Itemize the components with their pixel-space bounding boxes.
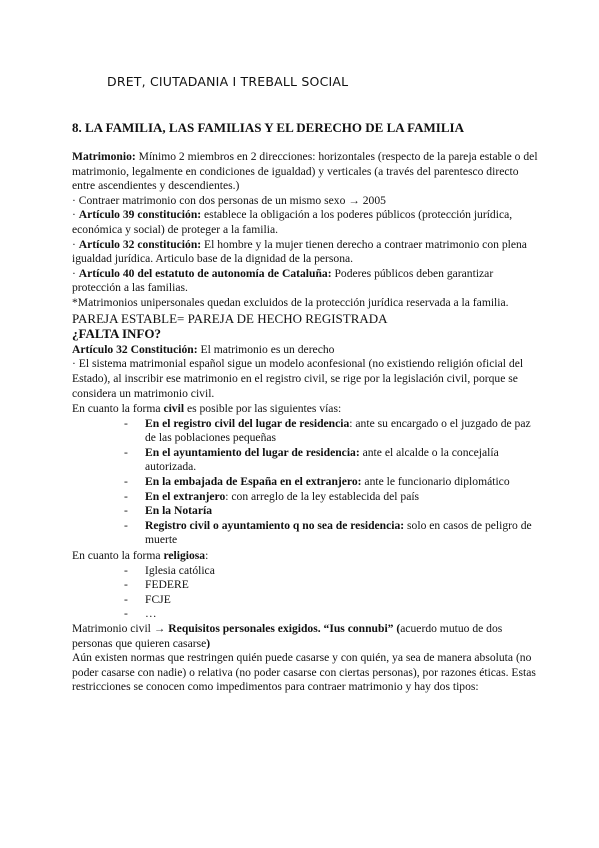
samesex-bullet: · Contraer matrimonio con dos personas de un mismo sexo → 2005	[72, 193, 386, 207]
matrimonio-label: Matrimonio:	[72, 150, 136, 163]
list-item	[72, 564, 542, 579]
civil-list	[72, 417, 542, 548]
list-item-text: ante el alcalde o la concejalía autorizada.	[145, 445, 499, 474]
religiosa-intro	[72, 548, 542, 564]
matrimonio-paragraph	[72, 150, 542, 194]
art32a-text: El hombre y la mujer tienen derecho a contraer matrimonio con plena igualdad jurídica. Articulo base de la dignidad de la persona.	[72, 237, 527, 266]
list-item-bold: En la Notaría	[145, 504, 212, 518]
requisitos-b: Requisitos personales exigidos. “Ius connubi” (	[168, 622, 401, 635]
falta-info-line	[72, 326, 542, 342]
art32b-text: El matrimonio es un derecho	[197, 342, 335, 356]
list-item-bold: En el ayuntamiento del lugar de residencia:	[145, 445, 360, 459]
closing-paragraph: Aún existen normas que restringen quién puede casarse y con quién, ya sea de manera absoluta (no poder casarse con nadie) o relativa (no poder casarse con ciertas personas), por razones éticas. Estas restricciones se conocen como impedimentos para contraer matrimonio y hay dos tipos:	[72, 651, 536, 694]
religiosa-intro-c: :	[205, 549, 209, 563]
list-item	[72, 417, 542, 446]
art39-text: establece la obligación a los poderes públicos (protección jurídica, económica y social) de proteger a la familia.	[72, 208, 513, 236]
art40-label: Artículo 40 del estatuto de autonomía de Cataluña:	[78, 266, 332, 280]
art40-text: Poderes públicos deben garantizar protección a las familias.	[72, 266, 494, 295]
requisitos-a: Matrimonio civil →	[72, 622, 169, 635]
list-dash: -	[124, 445, 128, 459]
requisitos-paragraph	[72, 622, 542, 651]
art40-paragraph	[72, 267, 542, 296]
list-item-text: ante le funcionario diplomático	[361, 475, 510, 489]
list-dash: -	[124, 416, 128, 430]
document-header: DRET, CIUTADANIA I TREBALL SOCIAL	[107, 74, 349, 89]
list-item	[72, 593, 542, 608]
list-item-bold: En el registro civil del lugar de residencia	[145, 416, 350, 430]
religiosa-intro-a: En cuanto la forma	[72, 549, 164, 563]
list-item	[72, 446, 542, 475]
list-dash: -	[124, 592, 128, 606]
art40-prefix: ·	[72, 266, 79, 280]
list-item-text: Iglesia católica	[145, 563, 215, 577]
civil-intro-c: es posible por las siguientes vías:	[184, 402, 342, 416]
list-dash: -	[124, 475, 128, 489]
falta-info-text: ¿FALTA INFO?	[72, 326, 161, 342]
list-item-text: : ante su encargado o el juzgado de paz de las poblaciones pequeñas	[145, 416, 531, 445]
art39-paragraph	[72, 208, 542, 237]
civil-intro	[72, 401, 542, 417]
list-dash: -	[124, 607, 128, 621]
religiosa-intro-b: religiosa	[163, 549, 206, 563]
religiosa-list	[72, 564, 542, 622]
list-item	[72, 475, 542, 490]
art39-prefix: ·	[72, 208, 79, 222]
list-dash: -	[124, 518, 128, 532]
sistema-paragraph: · El sistema matrimonial español sigue un modelo aconfesional (no existiendo religión oficial del Estado), al inscribir ese matrimonio en el registro civil, se rige por la legislación civil, porque se considera un matrimonio civil.	[72, 357, 524, 400]
list-item	[72, 578, 542, 593]
matrimonio-text: Mínimo 2 miembros en 2 direcciones: horizontales (respecto de la pareja estable o del matrimonio, legalmente en condiciones de igualdad) y verticales (a través del parentesco directo entre ascendientes y descendientes.)	[72, 150, 538, 193]
art32a-prefix: ·	[72, 237, 79, 251]
list-item-text: …	[145, 607, 157, 621]
list-item-text: FEDERE	[145, 578, 189, 592]
art39-label: Artículo 39 constitución:	[78, 208, 202, 222]
list-dash: -	[124, 504, 128, 518]
unipersonal-note: *Matrimonios unipersonales quedan excluidos de la protección jurídica reservada a la familia.	[72, 295, 509, 309]
list-item-text: solo en casos de peligro de muerte	[145, 518, 532, 547]
art32a-label: Artículo 32 constitución:	[78, 237, 202, 251]
list-item-bold: En el extranjero	[145, 489, 226, 503]
civil-intro-a: En cuanto la forma	[72, 402, 164, 416]
list-dash: -	[124, 578, 128, 592]
list-item	[72, 607, 542, 622]
pareja-estable-line: PAREJA ESTABLE= PAREJA DE HECHO REGISTRADA	[72, 310, 388, 326]
section-title: 8. LA FAMILIA, LAS FAMILIAS Y EL DERECHO DE LA FAMILIA	[72, 120, 464, 135]
list-dash: -	[124, 563, 128, 577]
document-body	[72, 150, 542, 695]
list-item-bold: Registro civil o ayuntamiento q no sea de residencia:	[145, 518, 405, 532]
requisitos-d: )	[206, 636, 211, 650]
requisitos-c: acuerdo mutuo de dos personas que quieren casarse	[72, 622, 503, 650]
list-dash: -	[124, 489, 128, 503]
list-item-bold: En la embajada de España en el extranjero:	[145, 475, 362, 489]
list-item	[72, 519, 542, 548]
list-item	[72, 504, 542, 519]
art32b-label: Artículo 32 Constitución:	[72, 342, 198, 356]
art32b-paragraph	[72, 342, 542, 358]
list-item-text: : con arreglo de la ley establecida del país	[225, 489, 420, 503]
list-item-text: FCJE	[145, 592, 171, 606]
list-item	[72, 490, 542, 505]
civil-intro-b: civil	[163, 402, 185, 416]
art32a-paragraph	[72, 238, 542, 267]
